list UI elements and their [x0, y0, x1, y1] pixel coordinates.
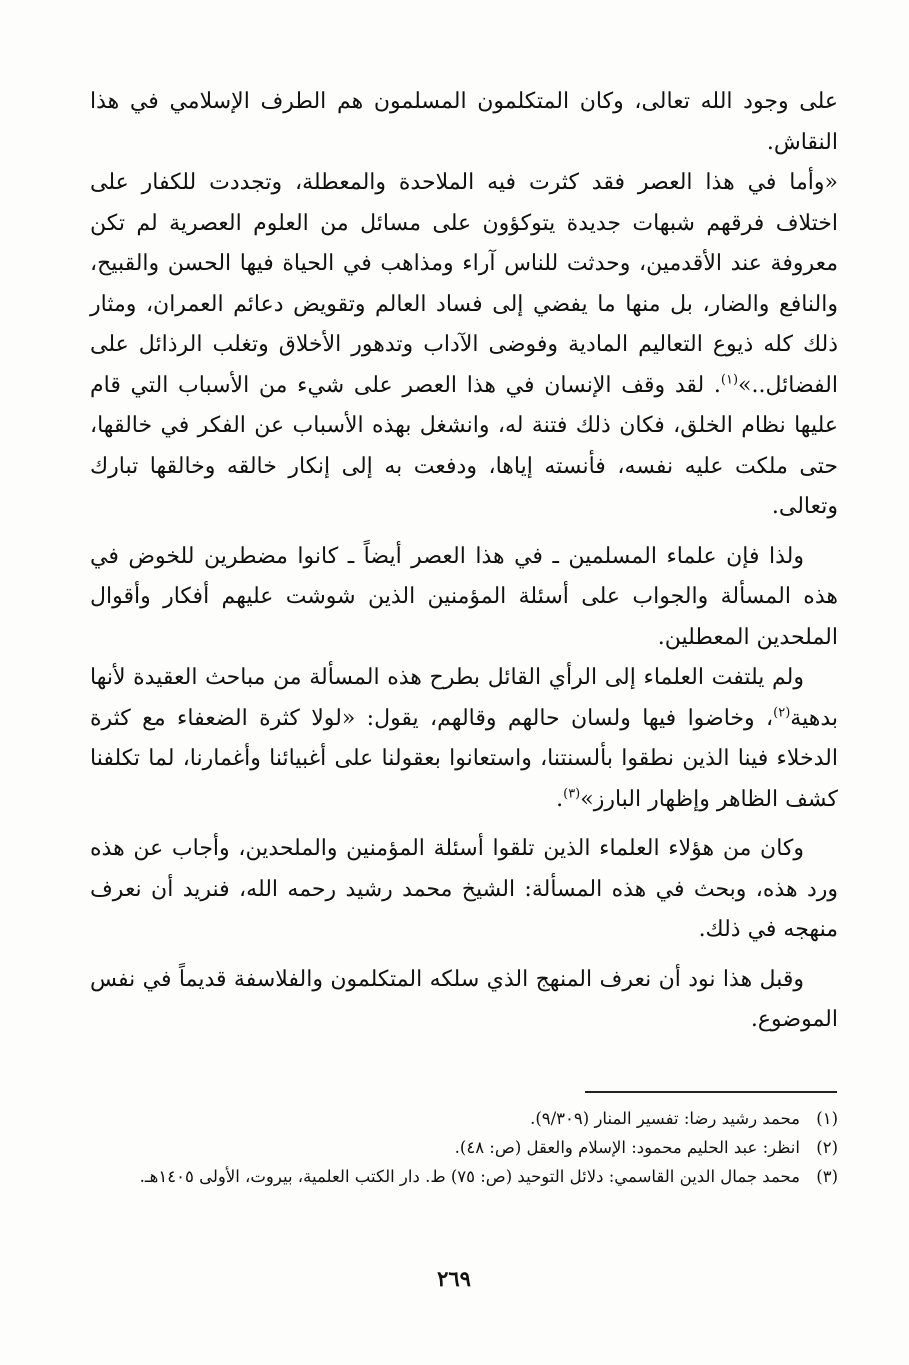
footnote-item: [90, 1133, 838, 1162]
paragraph-creed: [90, 658, 838, 820]
footnote-text: محمد رشيد رضا: تفسير المنار (٩/٣٠٩).: [530, 1109, 800, 1128]
paragraph-text: .: [556, 786, 564, 812]
footnote-divider: [585, 1091, 837, 1093]
paragraph-method: [90, 960, 838, 1041]
paragraph-text: ولذا فإن علماء المسلمين ـ في هذا العصر أيضاً ـ كانوا مضطرين للخوض في هذه المسألة والجواب على أسئلة المؤمنين الذين شوشت عليهم أفكار وأقوال الملحدين المعطلين.: [90, 543, 838, 650]
footnote-item: [90, 1162, 838, 1191]
main-text: [90, 82, 838, 1050]
paragraph-text: على وجود الله تعالى، وكان المتكلمون المسلمون هم الطرف الإسلامي في هذا النقاش.: [90, 89, 838, 155]
paragraph-scholars: [90, 537, 838, 659]
paragraph-rashid: [90, 829, 838, 951]
page-number: ٢٦٩: [437, 1266, 471, 1291]
footnote-item: [90, 1104, 838, 1133]
paragraph-text: وقبل هذا نود أن نعرف المنهج الذي سلكه المتكلمون والفلاسفة قديماً في نفس الموضوع.: [90, 966, 838, 1032]
paragraph-quote: [90, 163, 838, 528]
paragraph-text: وكان من هؤلاء العلماء الذين تلقوا أسئلة المؤمنين والملحدين، وأجاب عن هذه ورد هذه، وبحث في هذه المسألة: الشيخ محمد رشيد رحمه الله، فنريد أن نعرف منهجه في ذلك.: [90, 836, 838, 942]
footnote-text: انظر: عبد الحليم محمود: الإسلام والعقل (ص: ٤٨).: [454, 1138, 800, 1157]
paragraph-text: ، وخاضوا فيها ولسان حالهم وقالهم، يقول: «لولا كثرة الضعفاء مع كثرة الدخلاء فينا الذين نطقوا بألسنتنا، واستعانوا بعقولنا على أغبيائنا وأغمارنا، لما تكلفنا كشف الظاهر وإظهار البارز»: [90, 705, 838, 812]
paragraph-text: . لقد وقف الإنسان في هذا العصر على شيء من الأسباب التي قام عليها نظام الخلق، فكان ذلك فتنة له، وانشغل بهذه الأسباب عن الفكر في خالقها، حتى ملكت عليه نفسه، فأنسته إياها، ودفعت به إلى إنكار خالقه وخالقها تبارك وتعالى.: [90, 372, 838, 519]
footnotes: [90, 1104, 838, 1191]
footnote-ref-3: (٣): [563, 786, 581, 802]
paragraph-intro: [90, 82, 838, 163]
paragraph-text: «وأما في هذا العصر فقد كثرت فيه الملاحدة والمعطلة، وتجددت للكفار على اختلاف فرقهم شبهات جديدة يتوكؤون على مسائل من العلوم العصرية لم تكن معروفة عند الأقدمين، وحدثت للناس آراء ومذاهب في الحياة فيها الحسن والقبيح، والنافع والضار، بل منها ما يفضي إلى فساد العالم وتقويض دعائم العمران، ومثار ذلك كله ذيوع التعاليم المادية وفوضى الآداب وتدهور الأخلاق وتغلب الرذائل على الفضائل..»: [90, 170, 838, 398]
paragraph-text: ولم يلتفت العلماء إلى الرأي القائل بطرح هذه المسألة من مباحث العقيدة لأنها بدهية: [90, 665, 838, 731]
footnote-number: (١): [816, 1109, 838, 1128]
footnote-number: (٢): [816, 1138, 838, 1157]
footnote-number: (٣): [816, 1167, 838, 1186]
footnote-text: محمد جمال الدين القاسمي: دلائل التوحيد (ص: ٧٥) ط. دار الكتب العلمية، بيروت، الأولى ١٤٠٥هـ.: [139, 1167, 800, 1186]
footnote-ref-1: (١): [720, 372, 739, 388]
footnote-ref-2: (٢): [773, 705, 791, 721]
